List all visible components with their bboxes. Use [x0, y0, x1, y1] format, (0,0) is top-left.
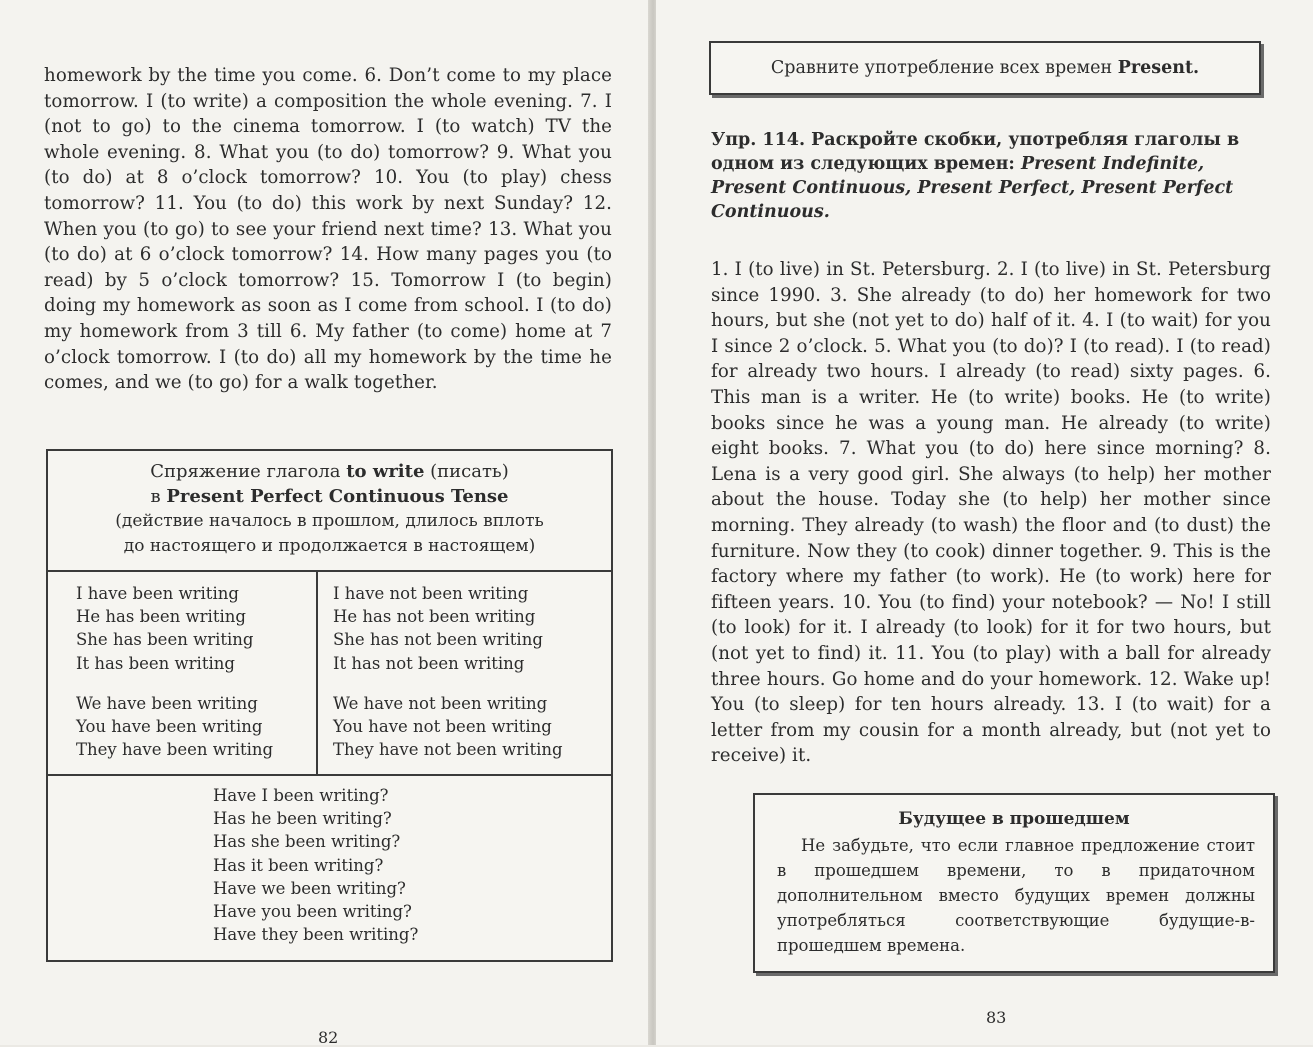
form-line: Have we been writing? [213, 878, 406, 898]
form-line: I have not been writing [333, 584, 529, 603]
tense-prefix: в [150, 486, 161, 507]
future-box-title: Будущее в прошедшем [898, 809, 1130, 829]
right-page [656, 0, 1313, 1045]
exercise-text-continued: homework by the time you come. 6. Don’t come to my place tomorrow. I (to write) a composition the whole evening. 7. I (not to go) to the cinema tomorrow. I (to watch) TV the whole evening. 8. What you (to do) tomorrow? 9. What you (to do) at 8 o’clock tomorrow? 10. You (to play) chess tomorrow? 11. You (to do) this work by next Sunday? 12. When you (to go) to see your friend next time? 13. What you (to do) at 6 o’clock tomorrow? 14. How many pages you (to read) by 5 o’clock tomorrow? 15. Tomorrow I (to begin) doing my homework as soon as I come from school. I (to do) my homework from 3 till 6. My father (to come) home at 7 o’clock tomorrow. I (to do) all my homework by the time he comes, and we (to go) for a walk together. [44, 65, 612, 394]
exercise-heading [711, 128, 1266, 224]
form-line: They have not been writing [333, 740, 563, 760]
page-number: 82 [318, 1028, 339, 1047]
form-line: You have not been writing [333, 717, 552, 737]
conjugation-header [48, 451, 611, 559]
form-line: They have been writing [76, 740, 274, 760]
form-line: It has not been writing [333, 653, 525, 673]
exercise-text: 1. I (to live) in St. Petersburg. 2. I (to live) in St. Petersburg since 1990. 3. She already (to do) her homework for two hours, but she (not yet to do) half of it. 4. I (to wait) for you I since 2 o’clock. 5. What you (to do)? I (to read). I (to read) for already two hours. I already (to read) sixty pages. 6. This man is a writer. He (to write) books. He (to write) books since he was a young man. He already (to write) eight books. 7. What you (to do) here since morning? 8. Lena is a very good girl. She always (to help) her mother about the house. Today she (to help) her mother since morning. They already (to wash) the floor and (to dust) the furniture. Now they (to cook) dinner together. 9. This is the factory where my father (to work). He (to work) here for fifteen years. 10. You (to find) your notebook? — No! I still (to look) for it. I already (to look) for it for two hours, but (not yet to find) it. 11. You (to play) with a ball for already three hours. Go home and do your homework. 12. Wake up! You (to sleep) for ten hours already. 13. I (to wait) for a letter from my cousin for a month already, but (not yet to receive) it. [711, 259, 1271, 767]
exercise-tenses: Present Indefinite, Present Continuous, Present Perfect, Present Perfect Continuous. [711, 154, 1234, 222]
compare-bold: Present. [1117, 58, 1200, 78]
form-line: Have I been writing? [213, 786, 389, 805]
future-in-past-box [753, 793, 1275, 973]
title-prefix: Спряжение глагола [150, 461, 341, 482]
title-suffix: (писать) [430, 461, 509, 482]
form-line: Has it been writing? [213, 855, 384, 875]
form-line: We have not been writing [333, 693, 548, 713]
compare-banner [709, 41, 1261, 95]
form-line: She has been writing [76, 630, 254, 650]
form-line: You have been writing [76, 717, 263, 737]
form-line: He has not been writing [333, 607, 536, 627]
page-number: 83 [986, 1008, 1007, 1027]
future-box-body: Не забудьте, что если главное предложение стоит в прошедшем времени, то в придаточном дополнительном вместо будущих времен должны употребляться соответствующие будущие-в-прошедшем времена. [777, 836, 1255, 955]
form-line: He has been writing [76, 607, 246, 627]
form-line: She has not been writing [333, 630, 543, 650]
form-line: Has he been writing? [213, 809, 392, 829]
title-verb: to write [346, 461, 425, 482]
question-forms [213, 784, 418, 946]
form-line: Have they been writing? [213, 925, 419, 945]
left-page [0, 0, 650, 1045]
affirmative-column [76, 582, 273, 761]
compare-text: Сравните употребление всех времен [770, 58, 1113, 78]
tense-name: Present Perfect Continuous Tense [166, 486, 509, 507]
form-line: I have been writing [76, 584, 239, 603]
conjugation-table [46, 449, 613, 962]
form-line: It has been writing [76, 653, 235, 673]
form-line: We have been writing [76, 693, 258, 713]
exercise-label: Упр. 114. Раскройте скобки, употребляя глаголы в одном из следующих времен: [711, 130, 1240, 174]
form-line: Have you been writing? [213, 902, 412, 922]
column-divider [316, 572, 318, 774]
note-line-1: (действие началось в прошлом, длилось вплоть [115, 511, 544, 531]
conjugation-grid [48, 570, 611, 776]
form-line: Has she been writing? [213, 832, 401, 852]
note-line-2: до настоящего и продолжается в настоящем) [123, 536, 536, 556]
negative-column [333, 582, 563, 761]
